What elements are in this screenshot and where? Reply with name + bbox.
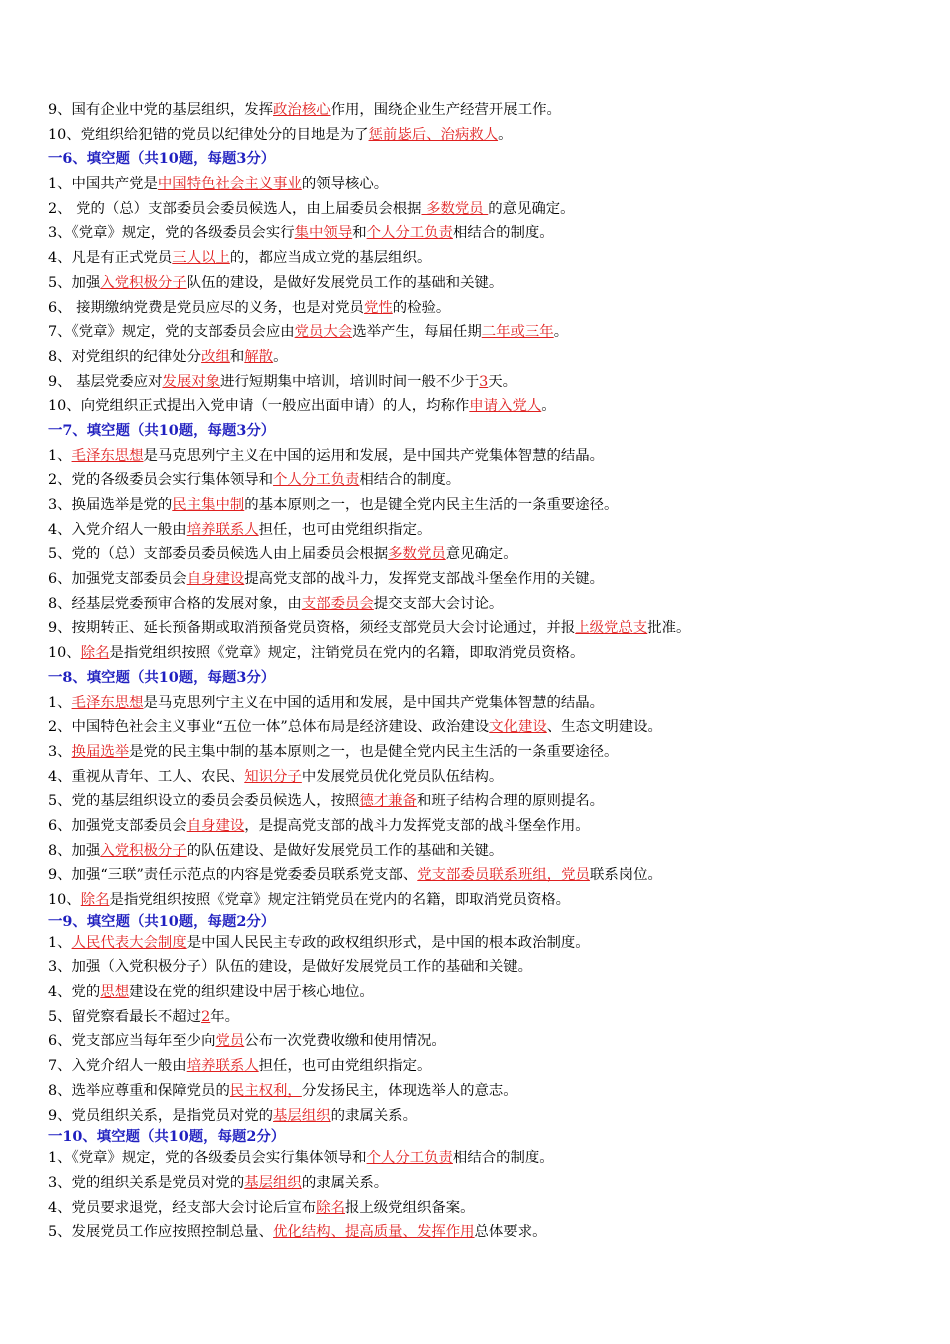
question-text: 8、对党组织的纪律处分 [48, 348, 202, 365]
question-text: 天。 [488, 373, 518, 390]
question-line [48, 931, 908, 956]
question-text: 3、 [48, 743, 72, 760]
answer-text: 优化结构、提高质量、发挥作用 [273, 1224, 475, 1241]
answer-text: 2 [201, 1008, 211, 1025]
question-text: 6、党支部应当每年至少向 [48, 1033, 216, 1050]
answer-text: 人民代表大会制度 [71, 934, 187, 951]
answer-text: 知识分子 [244, 768, 302, 785]
answer-text: 多数党员 [388, 546, 446, 563]
question-text: 提交支部大会讨论。 [373, 595, 504, 612]
question-text: 、生态文明建设。 [546, 719, 662, 736]
question-text: 8、选举应尊重和保障党员的 [48, 1082, 230, 1099]
question-text: 6、 接期缴纳党费是党员应尽的义务，也是对党员 [48, 299, 364, 316]
question-text: ，是提高党支部的战斗力发挥党支部的战斗堡垒作用。 [244, 817, 590, 834]
question-line [48, 172, 908, 197]
question-line [48, 493, 908, 518]
answer-text: 毛泽东思想 [71, 447, 144, 464]
answer-text: 改组 [201, 348, 230, 365]
answer-text: 换届选举 [71, 743, 130, 760]
question-text: 是指党组织按照《党章》规定，注销党员在党内的名籍，即取消党员资格。 [109, 645, 585, 662]
answer-text: 培养联系人 [186, 1058, 259, 1075]
section-heading [48, 666, 908, 691]
answer-text: 德才兼备 [359, 793, 417, 810]
answer-text: 入党积极分子 [100, 842, 187, 859]
question-text: 的检验。 [392, 299, 451, 316]
question-line [48, 1054, 908, 1079]
question-text: 4、党员要求退党，经支部大会讨论后宣布 [48, 1199, 317, 1216]
question-line [48, 863, 908, 888]
question-text: 选举产生，每届任期 [352, 324, 482, 341]
question-text: 7、入党介绍人一般由 [48, 1058, 187, 1075]
answer-text: 个人分工负责 [366, 1150, 453, 1167]
question-text: 是马克思列宁主义在中国的适用和发展，是中国共产党集体智慧的结晶。 [143, 694, 605, 711]
question-text: 作用，围绕企业生产经营开展工作。 [330, 102, 561, 118]
question-line [48, 715, 908, 740]
question-text: 批准。 [647, 620, 691, 637]
question-text: 年。 [210, 1008, 240, 1025]
question-line [48, 814, 908, 839]
question-text: 3、加强（入党积极分子）队伍的建设，是做好发展党员工作的基础和关键。 [48, 959, 533, 976]
question-text: 的队伍建设、是做好发展党员工作的基础和关键。 [186, 842, 504, 859]
answer-text: 上级党总支 [575, 620, 648, 637]
question-text: 是党的民主集中制的基本原则之一，也是健全党内民主生活的一条重要途径。 [129, 743, 619, 760]
question-line [48, 197, 908, 222]
question-text: 10、 [48, 892, 81, 908]
question-text: 8、加强 [48, 842, 101, 859]
question-line [48, 98, 908, 123]
answer-text: 除名 [80, 892, 110, 908]
question-line [48, 370, 908, 395]
question-text: 一9、填空题（共10题，每题2分） [48, 912, 276, 930]
question-line [48, 1220, 908, 1245]
answer-text: 入党积极分子 [100, 274, 187, 291]
question-text: 的领导核心。 [301, 176, 389, 193]
question-line [48, 641, 908, 666]
question-text: 5、发展党员工作应按照控制总量、 [48, 1224, 274, 1241]
question-text: 和 [352, 225, 367, 242]
question-text: 担任，也可由党组织指定。 [258, 1058, 432, 1075]
answer-text: 党员大会 [294, 324, 353, 341]
section-heading [48, 419, 908, 444]
section-heading [48, 913, 908, 931]
answer-text: 支部委员会 [301, 595, 374, 612]
question-text: 报上级党组织备案。 [345, 1199, 475, 1216]
answer-text: 民主集中制 [172, 497, 245, 513]
answer-text: 中国特色社会主义事业 [157, 176, 302, 193]
question-line [48, 221, 908, 246]
question-text: 的基本原则之一，也是键全党内民主生活的一条重要途径。 [244, 497, 619, 513]
answer-text: 发展对象 [162, 373, 221, 390]
question-text: 和班子结构合理的原则提名。 [416, 793, 605, 810]
question-text: 2、中国特色社会主义事业“五位一体”总体布局是经济建设、政治建设 [48, 719, 490, 736]
question-line [48, 1104, 908, 1129]
question-text: 公布一次党费收缴和使用情况。 [244, 1033, 446, 1050]
question-text: 进行短期集中培训，培训时间一般不少于 [220, 373, 480, 390]
question-text: 10、 [48, 645, 81, 662]
question-text: 1、中国共产党是 [48, 176, 158, 193]
question-line [48, 444, 908, 469]
answer-text: 惩前毖后、治病救人 [368, 126, 499, 143]
question-text: 9、加强“三联”责任示范点的内容是党委委员联系党支部、 [48, 867, 418, 884]
question-line [48, 123, 908, 148]
question-line [48, 1005, 908, 1030]
answer-text: 自身建设 [186, 817, 245, 834]
question-text: 。 [498, 126, 513, 143]
answer-text: 解散 [244, 348, 274, 365]
answer-text: 二年或三年 [481, 324, 554, 341]
question-text: 分发扬民主，体现选举人的意志。 [301, 1082, 518, 1099]
question-line [48, 691, 908, 716]
answer-text: 3 [479, 373, 489, 390]
question-text: 1、 [48, 934, 72, 951]
question-text: 1、 [48, 694, 72, 711]
document-page [48, 98, 908, 1245]
question-line [48, 740, 908, 765]
answer-text: 集中领导 [294, 225, 353, 242]
question-text: 相结合的制度。 [359, 472, 461, 489]
question-text: 相结合的制度。 [452, 225, 554, 242]
question-text: 9、按期转正、延长预备期或取消预备党员资格，须经支部党员大会讨论通过，并报 [48, 620, 576, 637]
question-text: 1、《党章》规定，党的各级委员会实行集体领导和 [48, 1150, 367, 1167]
question-text: 一10、填空题（共10题，每题2分） [48, 1128, 286, 1146]
question-text: 5、留党察看最长不超过 [48, 1008, 202, 1025]
question-text: 6、加强党支部委员会 [48, 817, 187, 834]
answer-text: 申请入党人 [469, 398, 542, 415]
question-text: 4、重视从青年、工人、农民、 [48, 768, 245, 785]
question-text: 。 [541, 398, 556, 415]
question-text: 10、党组织给犯错的党员以纪律处分的目地是为了 [48, 126, 369, 143]
question-text: 2、 党的（总）支部委员会委员候选人，由上届委员会根据 [48, 200, 422, 217]
question-text: 一7、填空题（共10题，每题3分） [48, 421, 276, 439]
answer-text: 文化建设 [489, 719, 547, 736]
question-line [48, 1029, 908, 1054]
question-text: 担任，也可由党组织指定。 [258, 521, 432, 538]
question-line [48, 296, 908, 321]
question-text: 总体要求。 [474, 1224, 547, 1241]
question-line [48, 839, 908, 864]
question-text: 的隶属关系。 [301, 1174, 389, 1191]
question-text: 和 [229, 348, 245, 365]
answer-text: 除名 [80, 645, 110, 662]
question-text: 5、党的基层组织设立的委员会委员候选人，按照 [48, 793, 360, 810]
question-text: 4、入党介绍人一般由 [48, 521, 187, 538]
answer-text: 党支部委员联系班组，党员 [417, 867, 590, 884]
question-text: 10、向党组织正式提出入党申请（一般应出面申请）的人，均称作 [48, 398, 470, 415]
question-text: 队伍的建设，是做好发展党员工作的基础和关键。 [186, 274, 504, 291]
answer-text: 党性 [363, 299, 393, 316]
question-line [48, 1171, 908, 1196]
answer-text: 毛泽东思想 [71, 694, 144, 711]
question-line [48, 320, 908, 345]
question-line [48, 1196, 908, 1221]
question-line [48, 888, 908, 913]
question-line [48, 1146, 908, 1171]
question-text: 2、党的各级委员会实行集体领导和 [48, 472, 274, 489]
question-text: 。 [273, 348, 288, 365]
answer-text: 思想 [100, 984, 130, 1001]
question-text: 联系岗位。 [589, 867, 662, 884]
question-line [48, 980, 908, 1005]
question-line [48, 765, 908, 790]
answer-text: 培养联系人 [186, 521, 259, 538]
question-text: 9、党员组织关系，是指党员对党的 [48, 1107, 274, 1124]
question-text: 提高党支部的战斗力，发挥党支部战斗堡垒作用的关键。 [244, 571, 605, 588]
question-line [48, 955, 908, 980]
question-line [48, 468, 908, 493]
question-text: 5、党的（总）支部委员委员候选人由上届委员会根据 [48, 546, 389, 563]
question-line [48, 542, 908, 567]
question-text: 3、换届选举是党的 [48, 497, 173, 513]
question-line [48, 616, 908, 641]
question-text: 3、党的组织关系是党员对党的 [48, 1174, 245, 1191]
answer-text: 党员 [215, 1033, 245, 1050]
question-text: 的意见确定。 [488, 200, 575, 217]
question-line [48, 567, 908, 592]
answer-text: 基层组织 [273, 1107, 331, 1124]
question-line [48, 1079, 908, 1104]
question-text: 的隶属关系。 [330, 1107, 417, 1124]
question-text: 3、《党章》规定，党的各级委员会实行 [48, 225, 295, 242]
question-text: 是指党组织按照《党章》规定注销党员在党内的名籍，即取消党员资格。 [109, 892, 571, 908]
question-text: 4、党的 [48, 984, 101, 1001]
question-text: 一8、填空题（共10题，每题3分） [48, 668, 276, 686]
question-text: 6、加强党支部委员会 [48, 571, 187, 588]
answer-text: 多数党员 [421, 200, 489, 217]
answer-text: 三人以上 [172, 250, 230, 267]
section-heading [48, 147, 908, 172]
question-text: 1、 [48, 447, 72, 464]
question-text: 一6、填空题（共10题，每题3分） [48, 150, 276, 168]
question-text: 7、《党章》规定，党的支部委员会应由 [48, 324, 295, 341]
question-text: 意见确定。 [445, 546, 518, 563]
question-line [48, 592, 908, 617]
question-text: 是马克思列宁主义在中国的运用和发展，是中国共产党集体智慧的结晶。 [143, 447, 605, 464]
answer-text: 个人分工负责 [366, 225, 453, 242]
answer-text: 除名 [316, 1199, 345, 1216]
answer-text: 自身建设 [186, 571, 245, 588]
question-text: 4、凡是有正式党员 [48, 250, 173, 267]
answer-text: 个人分工负责 [273, 472, 360, 489]
question-text: 是中国人民民主专政的政权组织形式，是中国的根本政治制度。 [186, 934, 590, 951]
question-text: 相结合的制度。 [452, 1150, 554, 1167]
question-line [48, 518, 908, 543]
answer-text: 政治核心 [273, 102, 331, 118]
section-heading [48, 1128, 908, 1146]
question-text: 9、 基层党委应对 [48, 373, 163, 390]
question-text: 建设在党的组织建设中居于核心地位。 [129, 984, 374, 1001]
question-line [48, 246, 908, 271]
answer-text: 基层组织 [244, 1174, 302, 1191]
question-text: 8、经基层党委预审合格的发展对象，由 [48, 595, 302, 612]
question-text: 5、加强 [48, 274, 101, 291]
question-line [48, 345, 908, 370]
question-text: 的，都应当成立党的基层组织。 [229, 250, 432, 267]
question-line [48, 789, 908, 814]
answer-text: 民主权利， [229, 1082, 302, 1099]
question-line [48, 394, 908, 419]
question-text: 。 [553, 324, 569, 341]
question-text: 9、国有企业中党的基层组织，发挥 [48, 102, 274, 118]
question-line [48, 271, 908, 296]
question-text: 中发展党员优化党员队伍结构。 [301, 768, 504, 785]
